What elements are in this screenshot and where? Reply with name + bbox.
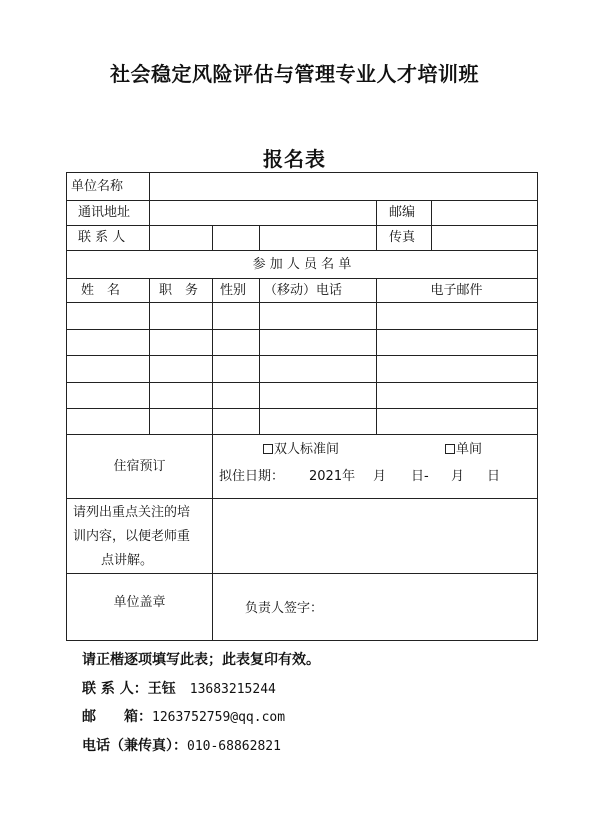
email-prefix: 邮 箱： [82,709,152,725]
col-divider [149,173,150,250]
checkin-day-end: 日 [487,469,501,484]
fax-label: 传真 [389,230,416,245]
document-title: 社会稳定风险评估与管理专业人才培训班 [110,62,479,86]
contact-person: 王钰 [147,681,176,697]
col-divider [149,278,150,434]
email-address: 1263752759@qq.com [152,710,286,725]
contact-name-field[interactable] [151,226,211,249]
col-header-phone: （移动）电话 [264,283,343,298]
col-divider [212,434,213,640]
contact-info [82,680,276,699]
col-divider [259,225,260,250]
focus-prompt-line1: 请列出重点关注的培 [73,505,191,520]
row-divider [67,278,537,279]
focus-content-field[interactable] [214,499,535,572]
single-room-label: 单间 [456,442,483,457]
col-header-gender: 性别 [220,283,247,298]
registration-form [66,172,538,641]
org-name-label: 单位名称 [71,179,124,194]
col-divider [431,200,432,250]
single-room-checkbox[interactable] [445,444,455,454]
row-divider [67,434,537,435]
row-divider [67,355,537,356]
row-divider [67,408,537,409]
row-divider [67,250,537,251]
col-divider [376,278,377,434]
checkin-month-end: 月 [451,469,465,484]
single-room-option[interactable] [445,442,482,458]
form-title: 报名表 [263,147,326,171]
email-info [82,708,285,727]
double-room-label: 双人标准间 [274,442,340,457]
lodging-label: 住宿预订 [113,459,166,474]
tel-number: 010-68862821 [187,739,281,754]
postcode-field[interactable] [433,201,535,224]
org-name-field[interactable] [151,174,535,199]
contact-prefix: 联 系 人： [82,681,148,697]
participants-header: 参 加 人 员 名 单 [252,257,352,272]
col-header-email: 电子邮件 [430,283,483,298]
signature-label: 负责人签字： [245,601,324,616]
tel-prefix: 电话（兼传真）： [82,738,187,754]
row-divider [67,382,537,383]
col-divider [212,225,213,250]
contact-label: 联 系 人 [78,230,126,245]
row-divider [67,302,537,303]
col-header-name: 姓 名 [81,283,121,298]
seal-label: 单位盖章 [113,595,166,610]
tel-info [82,737,281,756]
col-divider [212,278,213,434]
address-field[interactable] [151,201,375,224]
contact-phone: 13683215244 [189,682,276,697]
col-header-position: 职 务 [159,283,199,298]
checkin-label: 拟住日期： [219,469,285,484]
focus-prompt-line2: 训内容，以便老师重 [73,529,191,544]
focus-prompt-line3: 点讲解。 [101,553,154,568]
col-divider [259,278,260,434]
address-label: 通讯地址 [78,205,131,220]
row-divider [67,329,537,330]
checkin-month-start: 月 [373,469,387,484]
double-room-checkbox[interactable] [263,444,273,454]
contact-phone-field[interactable] [261,226,375,249]
fax-field[interactable] [433,226,535,249]
checkin-year: 2021年 [309,469,356,484]
postcode-label: 邮编 [389,205,416,220]
signature-field[interactable] [214,574,535,639]
double-room-option[interactable] [263,442,339,458]
fill-instruction: 请正楷逐项填写此表；此表复印有效。 [82,652,320,668]
col-divider [376,200,377,250]
checkin-day-start: 日- [411,469,429,484]
contact-extra-field[interactable] [214,226,258,249]
